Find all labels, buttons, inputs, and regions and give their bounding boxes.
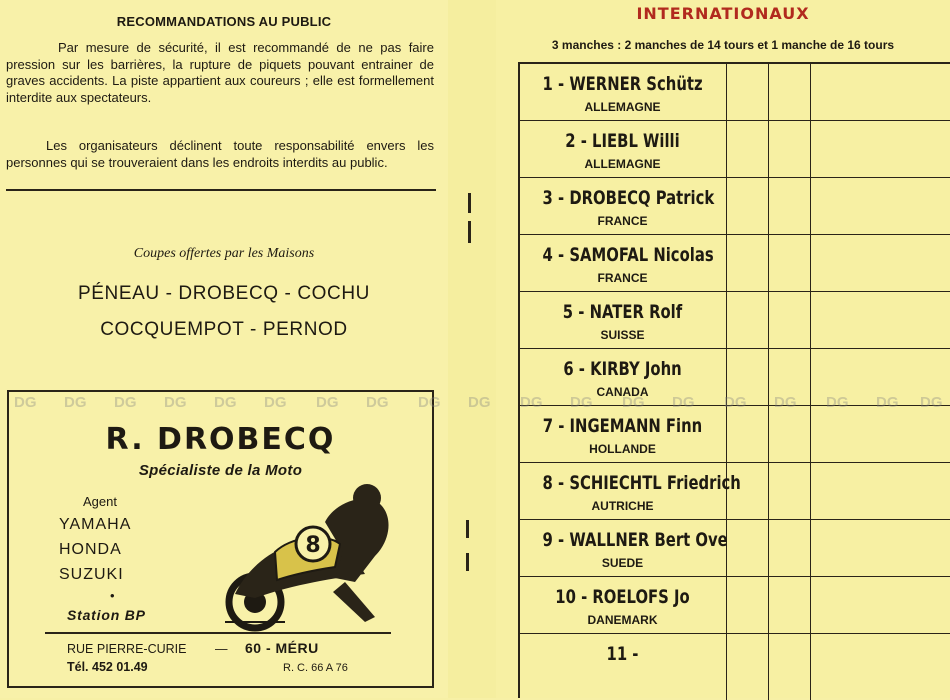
- rider-country: SUISSE: [600, 328, 645, 342]
- rider-country: CANADA: [596, 385, 649, 399]
- watermark-text: DG: [64, 394, 87, 411]
- rider-country: FRANCE: [597, 271, 648, 285]
- watermark-text: DG: [876, 394, 899, 411]
- rider-name: 4 - SAMOFAL Nicolas: [542, 244, 714, 266]
- watermark-text: DG: [14, 394, 37, 411]
- watermark-text: DG: [570, 394, 593, 411]
- divider: [6, 189, 436, 191]
- rider-country: DANEMARK: [587, 613, 658, 627]
- brand-suzuki: SUZUKI: [59, 566, 124, 583]
- riders-table: [518, 62, 950, 698]
- advert-address: RUE PIERRE-CURIE: [67, 642, 187, 656]
- rider-row: [520, 121, 950, 178]
- staple-mark: [466, 553, 469, 571]
- watermark-text: DG: [920, 394, 943, 411]
- watermark-text: DG: [672, 394, 695, 411]
- rider-row: [520, 64, 950, 121]
- watermark-text: DG: [520, 394, 543, 411]
- advert-rc: R. C. 66 A 76: [283, 662, 348, 674]
- rider-name: 7 - INGEMANN Finn: [542, 415, 703, 437]
- manches-info: 3 manches : 2 manches de 14 tours et 1 manche de 16 tours: [551, 38, 895, 52]
- watermark-text: DG: [114, 394, 137, 411]
- advert-rule: [45, 632, 391, 634]
- rider-country: AUTRICHE: [591, 499, 654, 513]
- staple-mark: [466, 520, 469, 538]
- sponsors-line-2: COCQUEMPOT - PERNOD: [100, 319, 348, 340]
- advert-city: 60 - MÉRU: [245, 640, 319, 656]
- rider-country: SUEDE: [601, 556, 644, 570]
- watermark-text: DG: [724, 394, 747, 411]
- reco-paragraph-1: Par mesure de sécurité, il est recommandé de ne pas faire pression sur les barrières, la rupture de piquets pouvant entrainer de graves accidents. La piste appartient aux coureurs ; elle est formellement interdite aux spectateurs.: [6, 40, 434, 105]
- right-page: [496, 0, 950, 698]
- bike-number: 8: [305, 533, 321, 558]
- brand-honda: HONDA: [59, 541, 122, 558]
- watermark-text: DG: [774, 394, 797, 411]
- rider-country: ALLEMAGNE: [584, 100, 661, 114]
- rider-row: [520, 235, 950, 292]
- station-bp: Station BP: [67, 607, 146, 623]
- rider-name: 8 - SCHIECHTL Friedrich: [542, 472, 741, 494]
- left-page: [0, 0, 448, 698]
- rider-name: 1 - WERNER Schütz: [542, 73, 703, 95]
- rider-row: [520, 406, 950, 463]
- watermark-text: DG: [468, 394, 491, 411]
- rider-country: HOLLANDE: [589, 442, 656, 456]
- watermark-text: DG: [826, 394, 849, 411]
- rider-row: [520, 349, 950, 406]
- advert-dash: —: [215, 642, 228, 656]
- watermark-text: DG: [418, 394, 441, 411]
- rider-name: 2 - LIEBL Willi: [565, 130, 680, 152]
- rider-row: [520, 292, 950, 349]
- rider-name: 11 -: [606, 643, 639, 665]
- watermark-text: DG: [622, 394, 645, 411]
- watermark-text: DG: [316, 394, 339, 411]
- watermark-text: DG: [164, 394, 187, 411]
- motorcycle-rider-illustration: [215, 482, 397, 632]
- rider-name: 3 - DROBECQ Patrick: [542, 187, 715, 209]
- sponsors-line-1: PÉNEAU - DROBECQ - COCHU: [77, 283, 371, 304]
- rider-row: [520, 577, 950, 634]
- rider-row: [520, 178, 950, 235]
- rider-row: [520, 463, 950, 520]
- rider-country: FRANCE: [597, 214, 648, 228]
- watermark-text: DG: [264, 394, 287, 411]
- rider-row: [520, 634, 950, 691]
- watermark-text: DG: [366, 394, 389, 411]
- coupes-caption: Coupes offertes par les Maisons: [133, 246, 315, 261]
- internationaux-title: INTERNATIONAUX: [636, 4, 810, 23]
- watermark-text: DG: [214, 394, 237, 411]
- bullet: •: [110, 588, 115, 603]
- reco-paragraph-2: Les organisateurs déclinent toute responsabilité envers les personnes qui se trouveraient dans les endroits interdits au public.: [6, 138, 434, 170]
- staple-mark: [468, 193, 471, 213]
- rider-name: 10 - ROELOFS Jo: [555, 586, 690, 608]
- advert-phone: Tél. 452 01.49: [67, 660, 148, 674]
- drobecq-advert: [7, 390, 434, 688]
- rider-name: 5 - NATER Rolf: [562, 301, 683, 323]
- rider-country: ALLEMAGNE: [584, 157, 661, 171]
- advert-specialty: Spécialiste de la Moto: [138, 462, 303, 479]
- reco-title: RECOMMANDATIONS AU PUBLIC: [116, 14, 332, 29]
- advert-agent-label: Agent: [83, 494, 117, 509]
- rider-name: 9 - WALLNER Bert Ove: [542, 529, 728, 551]
- rider-row: [520, 520, 950, 577]
- advert-name: R. DROBECQ: [105, 422, 336, 457]
- rider-name: 6 - KIRBY John: [563, 358, 682, 380]
- binding-gutter: [448, 0, 496, 698]
- staple-mark: [468, 221, 471, 243]
- brand-yamaha: YAMAHA: [59, 516, 132, 533]
